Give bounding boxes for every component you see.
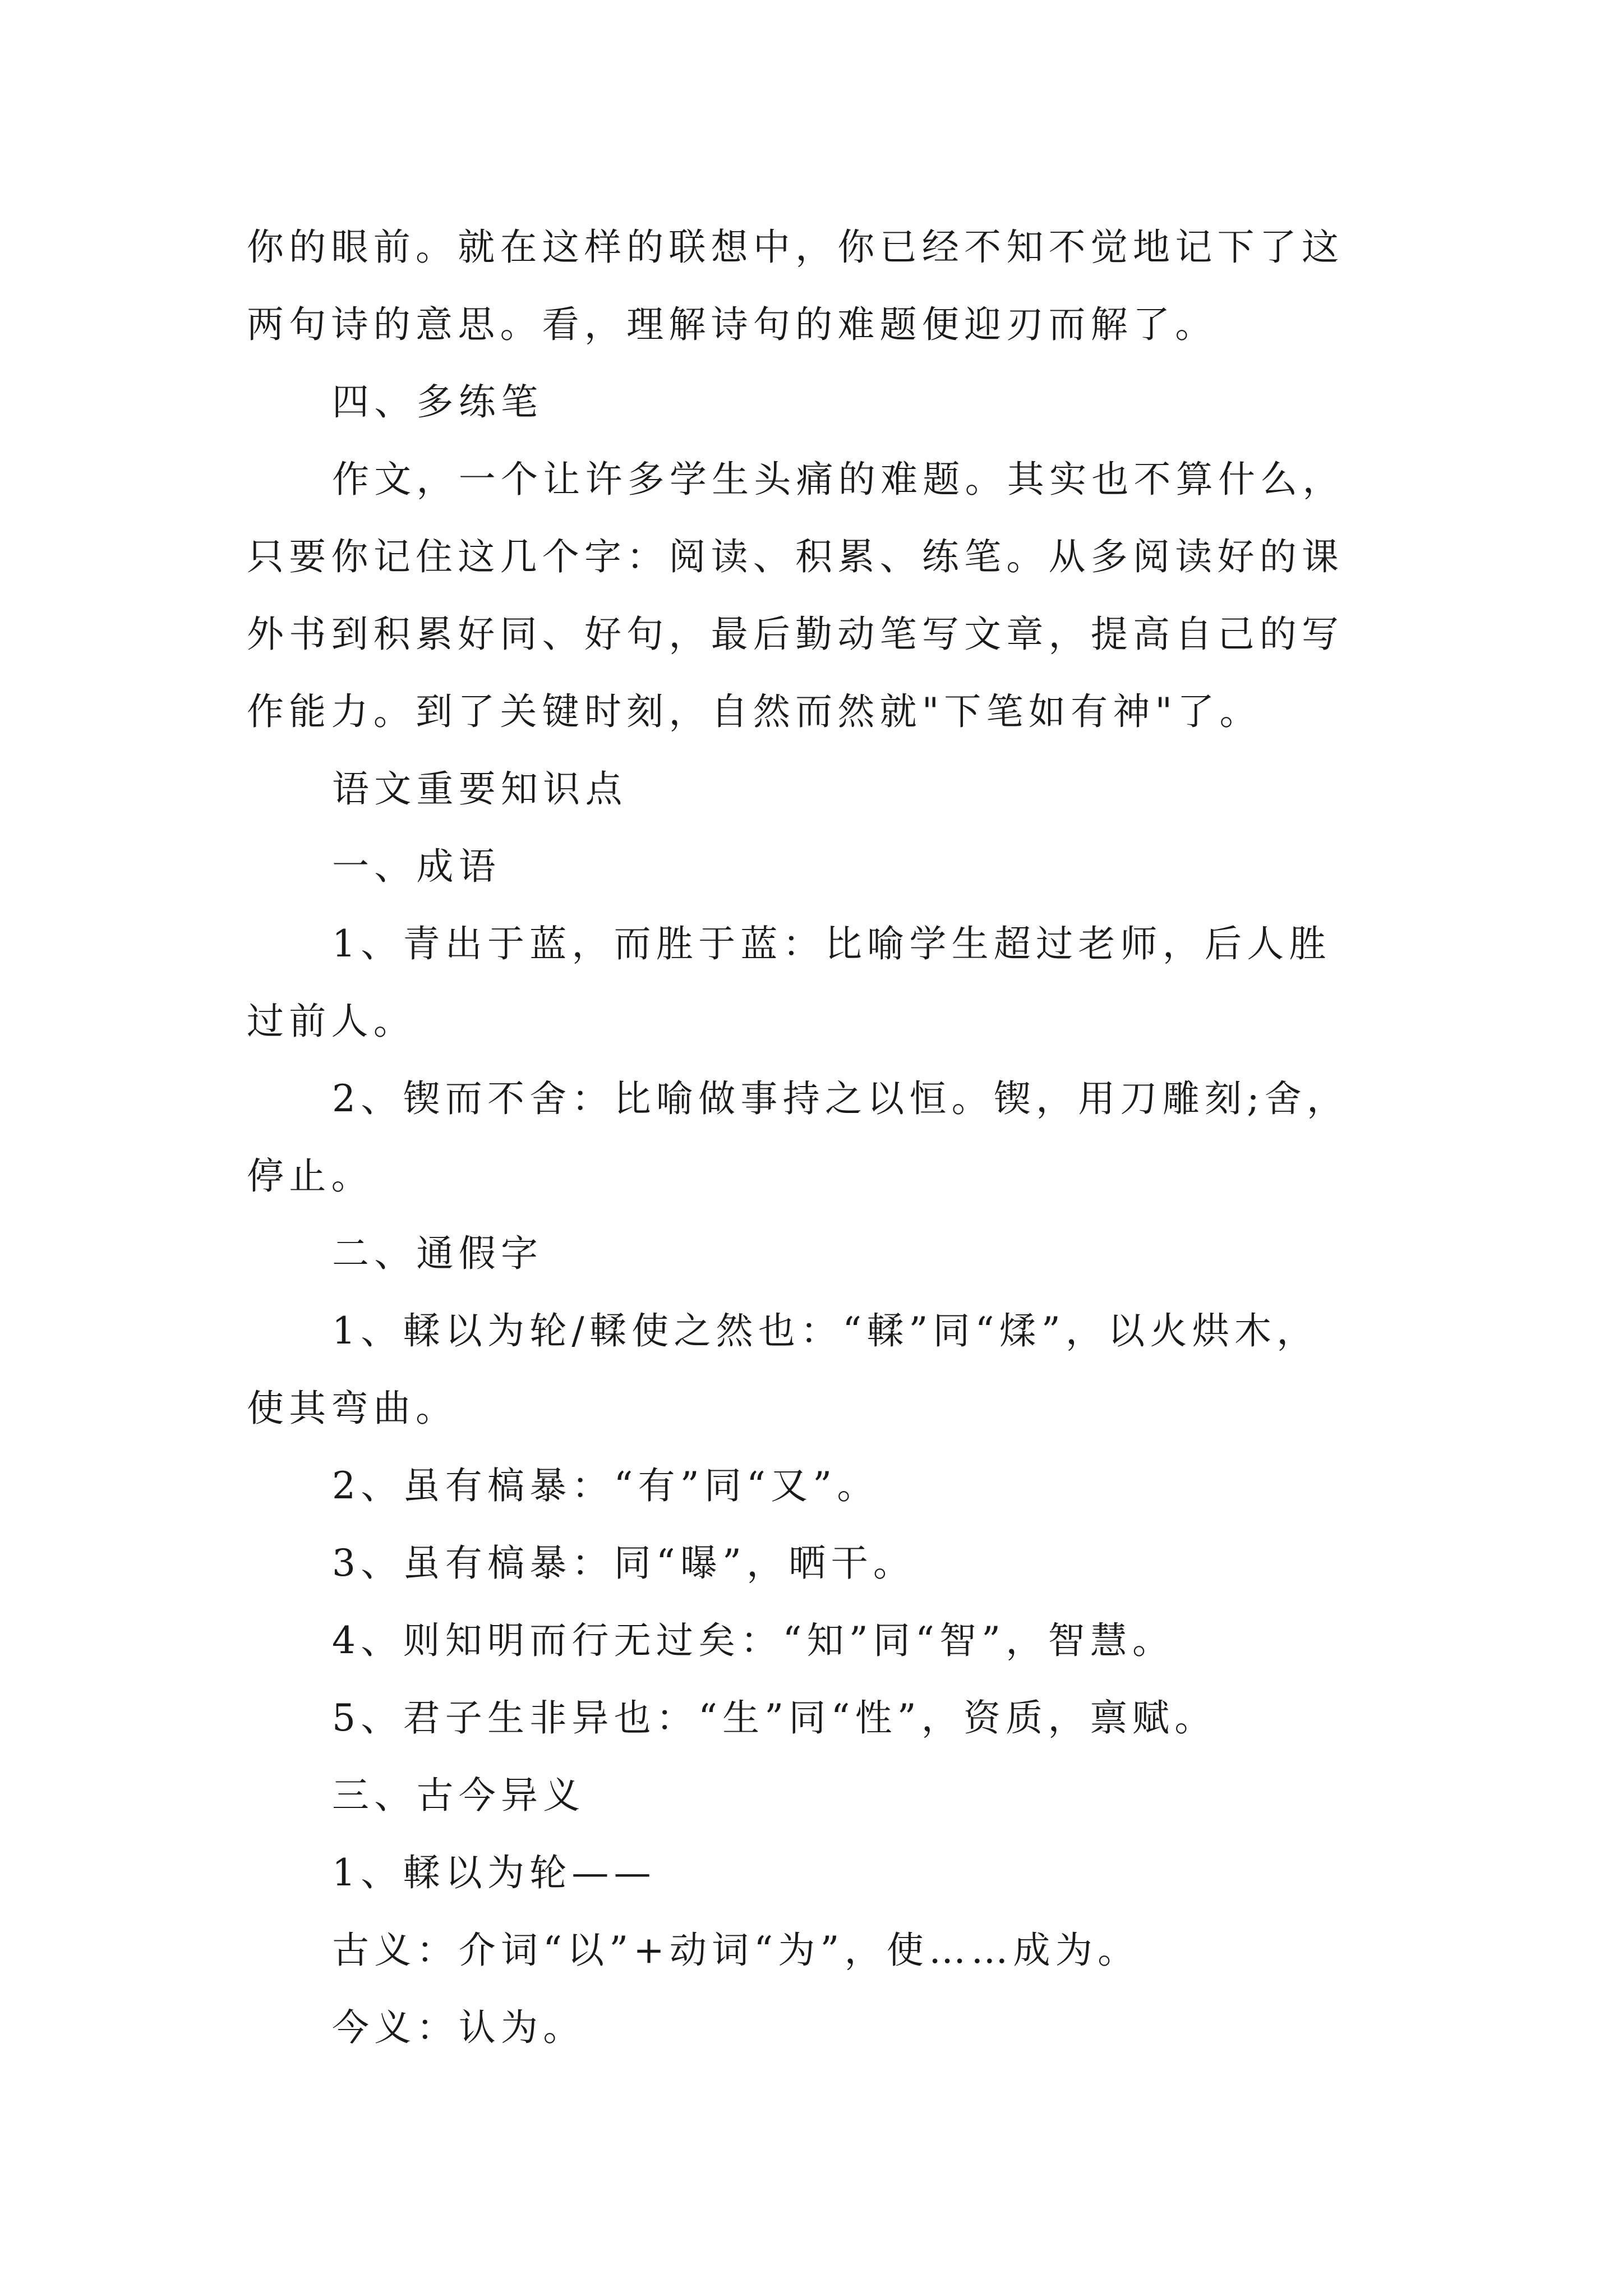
- list-item: 2、虽有槁暴：“有”同“又”。: [332, 1464, 879, 1507]
- document-body: [247, 209, 1391, 2067]
- list-item: 1、青出于蓝，而胜于蓝：比喻学生超过老师，后人胜: [332, 922, 1331, 965]
- paragraph-line: 你的眼前。就在这样的联想中，你已经不知不觉地记下了这: [247, 226, 1344, 269]
- paragraph-line: 作能力。到了关键时刻，自然而然就"下笔如有神"了。: [247, 690, 1262, 733]
- paragraph-line: 作文，一个让许多学生头痛的难题。其实也不算什么，: [332, 458, 1345, 501]
- list-item: 4、则知明而行无过矣：“知”同“智”，智慧。: [332, 1619, 1175, 1662]
- section-heading: 三、古今异义: [332, 1774, 585, 1817]
- list-item-continuation: 使其弯曲。: [247, 1387, 458, 1430]
- list-item: 5、君子生非异也：“生”同“性”，资质，禀赋。: [332, 1696, 1217, 1740]
- list-item: 3、虽有槁暴：同“曝”，晒干。: [332, 1542, 916, 1585]
- list-item: 2、锲而不舍：比喻做事持之以恒。锲，用刀雕刻;舍，: [332, 1077, 1349, 1120]
- paragraph-line: 外书到积累好同、好句，最后勤动笔写文章，提高自己的写: [247, 613, 1344, 656]
- definition-line: 今义：认为。: [332, 2006, 585, 2049]
- paragraph-line: 两句诗的意思。看，理解诗句的难题便迎刃而解了。: [247, 303, 1218, 346]
- section-heading: 二、通假字: [332, 1232, 543, 1275]
- section-heading: 一、成语: [332, 845, 501, 888]
- list-item: 1、輮以为轮/輮使之然也：“輮”同“煣”，以火烘木，: [332, 1309, 1319, 1352]
- list-item-continuation: 过前人。: [247, 1000, 416, 1043]
- definition-line: 古义：介词“以”+动词“为”，使……成为。: [332, 1929, 1140, 1972]
- section-title: 语文重要知识点: [332, 767, 628, 811]
- section-heading: 四、多练笔: [332, 380, 543, 424]
- paragraph-line: 只要你记住这几个字：阅读、积累、练笔。从多阅读好的课: [247, 535, 1344, 578]
- list-item: 1、輮以为轮——: [332, 1851, 656, 1894]
- list-item-continuation: 停止。: [247, 1154, 374, 1198]
